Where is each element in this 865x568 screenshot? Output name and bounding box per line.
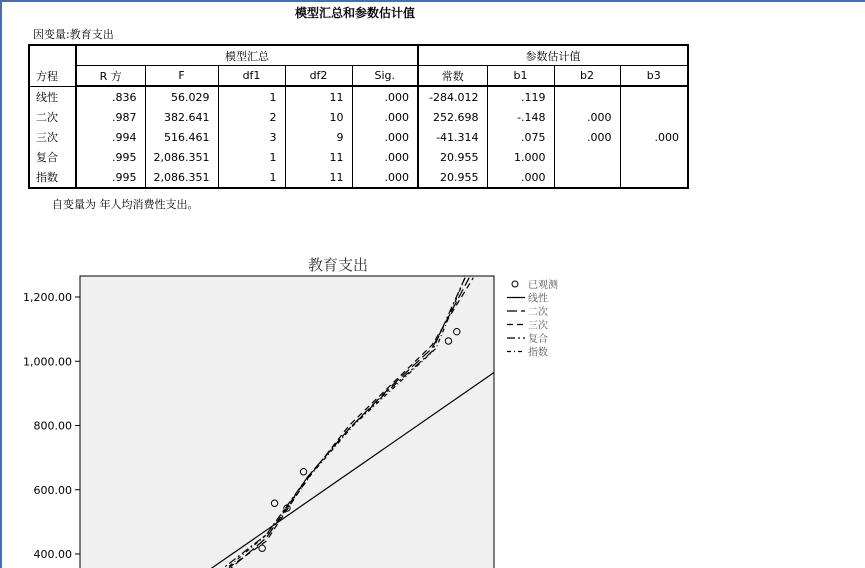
row-equation: 三次 bbox=[29, 127, 76, 147]
column-header-row bbox=[29, 66, 688, 87]
cell-const: -41.314 bbox=[418, 127, 487, 147]
cell-sig: .000 bbox=[352, 147, 418, 167]
equation-header: 方程 bbox=[29, 45, 76, 86]
cell-df1: 1 bbox=[218, 147, 285, 167]
cell-r2: .995 bbox=[76, 147, 145, 167]
cell-f: 56.029 bbox=[145, 86, 218, 107]
y-tick-label: 1,200.00 bbox=[23, 291, 72, 304]
legend-marker bbox=[512, 281, 518, 287]
group-header-row bbox=[29, 45, 688, 66]
cell-f: 2,086.351 bbox=[145, 147, 218, 167]
cell-b3 bbox=[620, 86, 688, 107]
cell-df2: 9 bbox=[285, 127, 352, 147]
cell-const: 20.955 bbox=[418, 167, 487, 188]
col-header-f: F bbox=[145, 66, 218, 87]
model-summary-table[interactable] bbox=[28, 44, 689, 189]
cell-b2 bbox=[554, 86, 620, 107]
cell-b2: .000 bbox=[554, 127, 620, 147]
cell-r2: .994 bbox=[76, 127, 145, 147]
y-tick-label: 600.00 bbox=[33, 483, 72, 497]
col-header-b3: b3 bbox=[620, 66, 688, 87]
cell-b2 bbox=[554, 167, 620, 188]
table-footnote: 自变量为 年人均消费性支出。 bbox=[52, 198, 199, 211]
y-tick-label: 1,000.00 bbox=[23, 355, 72, 369]
col-header-b1: b1 bbox=[487, 66, 554, 87]
cell-df1: 2 bbox=[218, 107, 285, 127]
chart-legend bbox=[507, 278, 558, 359]
cell-const: -284.012 bbox=[418, 86, 487, 107]
row-equation: 二次 bbox=[29, 107, 76, 127]
cell-r2: .836 bbox=[76, 86, 145, 107]
cell-sig: .000 bbox=[352, 127, 418, 147]
cell-const: 252.698 bbox=[418, 107, 487, 127]
row-equation: 线性 bbox=[29, 86, 76, 107]
table-row bbox=[29, 147, 688, 167]
legend-label: 线性 bbox=[528, 293, 548, 305]
cell-df2: 11 bbox=[285, 86, 352, 107]
y-tick-label: 400.00 bbox=[33, 548, 72, 561]
table-row bbox=[29, 86, 688, 107]
cell-df2: 11 bbox=[285, 147, 352, 167]
row-equation: 复合 bbox=[29, 147, 76, 167]
cell-df2: 10 bbox=[285, 107, 352, 127]
legend-label: 二次 bbox=[528, 307, 548, 318]
col-header-df2: df2 bbox=[285, 66, 352, 87]
cell-sig: .000 bbox=[352, 86, 418, 107]
cell-b1: 1.000 bbox=[487, 147, 554, 167]
col-header-b2: b2 bbox=[554, 66, 620, 87]
cell-const: 20.955 bbox=[418, 147, 487, 167]
cell-df1: 1 bbox=[218, 167, 285, 188]
y-axis bbox=[23, 291, 80, 561]
legend-label: 三次 bbox=[528, 320, 548, 332]
cell-df1: 1 bbox=[218, 86, 285, 107]
cell-b3 bbox=[620, 147, 688, 167]
cell-sig: .000 bbox=[352, 107, 418, 127]
cell-b3 bbox=[620, 167, 688, 188]
cell-f: 382.641 bbox=[145, 107, 218, 127]
legend-label: 已观测 bbox=[528, 280, 558, 291]
plot-area bbox=[80, 276, 494, 568]
cell-r2: .987 bbox=[76, 107, 145, 127]
y-tick-label: 800.00 bbox=[33, 419, 72, 433]
cell-sig: .000 bbox=[352, 167, 418, 188]
summary-group-header: 模型汇总 bbox=[76, 45, 418, 66]
curve-fit-chart[interactable] bbox=[0, 240, 865, 568]
table-title: 模型汇总和参数估计值 bbox=[294, 6, 415, 20]
cell-b2 bbox=[554, 147, 620, 167]
cell-b3: .000 bbox=[620, 127, 688, 147]
legend-label: 复合 bbox=[528, 334, 548, 345]
cell-b1: .119 bbox=[487, 86, 554, 107]
cell-b2: .000 bbox=[554, 107, 620, 127]
cell-df2: 11 bbox=[285, 167, 352, 188]
col-header-r2: R 方 bbox=[76, 66, 145, 87]
cell-r2: .995 bbox=[76, 167, 145, 188]
params-group-header: 参数估计值 bbox=[418, 45, 688, 66]
row-equation: 指数 bbox=[29, 167, 76, 188]
cell-f: 2,086.351 bbox=[145, 167, 218, 188]
legend-label: 指数 bbox=[528, 347, 548, 359]
cell-b1: .075 bbox=[487, 127, 554, 147]
table-row bbox=[29, 107, 688, 127]
col-header-sig: Sig. bbox=[352, 66, 418, 87]
dependent-variable-label: 因变量:教育支出 bbox=[33, 28, 114, 41]
cell-b1: -.148 bbox=[487, 107, 554, 127]
col-header-df1: df1 bbox=[218, 66, 285, 87]
col-header-const: 常数 bbox=[418, 66, 487, 87]
chart-title: 教育支出 bbox=[307, 256, 369, 274]
table-row bbox=[29, 127, 688, 147]
window-top-border bbox=[0, 0, 865, 2]
cell-f: 516.461 bbox=[145, 127, 218, 147]
cell-b1: .000 bbox=[487, 167, 554, 188]
cell-df1: 3 bbox=[218, 127, 285, 147]
table-row bbox=[29, 167, 688, 188]
cell-b3 bbox=[620, 107, 688, 127]
